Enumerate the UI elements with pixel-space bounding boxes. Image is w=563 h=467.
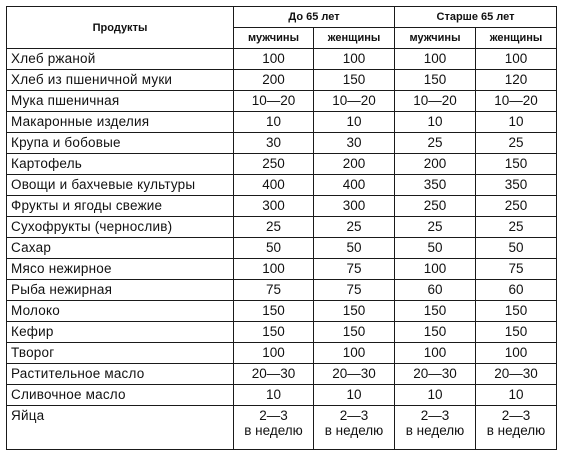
table-row bbox=[7, 154, 557, 175]
product-name: Фрукты и ягоды свежие bbox=[7, 196, 234, 217]
value-cell: 20—30 bbox=[395, 364, 476, 385]
value-cell: 100 bbox=[234, 49, 314, 70]
value-cell: 350 bbox=[476, 175, 557, 196]
value-cell: 150 bbox=[395, 70, 476, 91]
table-row-eggs bbox=[7, 406, 557, 450]
value-cell: 25 bbox=[476, 133, 557, 154]
header-group-under-65: До 65 лет bbox=[234, 7, 395, 28]
table-row bbox=[7, 70, 557, 91]
value-cell: 60 bbox=[476, 280, 557, 301]
value-cell: 30 bbox=[314, 133, 395, 154]
diet-table-container bbox=[6, 6, 557, 450]
value-cell: 10—20 bbox=[314, 91, 395, 112]
value-cell: 150 bbox=[314, 301, 395, 322]
value-cell: 75 bbox=[314, 280, 395, 301]
value-cell: 150 bbox=[234, 301, 314, 322]
value-cell: 250 bbox=[476, 196, 557, 217]
table-row bbox=[7, 112, 557, 133]
product-name: Сухофрукты (чернослив) bbox=[7, 217, 234, 238]
header-group-over-65: Старше 65 лет bbox=[395, 7, 557, 28]
table-row bbox=[7, 133, 557, 154]
value-cell: 25 bbox=[395, 133, 476, 154]
value-cell: 10 bbox=[314, 385, 395, 406]
table-row bbox=[7, 301, 557, 322]
product-name: Сахар bbox=[7, 238, 234, 259]
table-row bbox=[7, 280, 557, 301]
value-cell: 150 bbox=[314, 322, 395, 343]
value-cell: 50 bbox=[314, 238, 395, 259]
product-name: Макаронные изделия bbox=[7, 112, 234, 133]
table-row bbox=[7, 259, 557, 280]
value-cell bbox=[314, 406, 395, 450]
product-name: Кефир bbox=[7, 322, 234, 343]
value-cell: 25 bbox=[314, 217, 395, 238]
value-cell: 50 bbox=[234, 238, 314, 259]
value-cell: 100 bbox=[395, 259, 476, 280]
product-name: Сливочное масло bbox=[7, 385, 234, 406]
value-cell: 400 bbox=[314, 175, 395, 196]
value-cell: 200 bbox=[314, 154, 395, 175]
value-cell: 50 bbox=[476, 238, 557, 259]
product-name: Хлеб из пшеничной муки bbox=[7, 70, 234, 91]
product-name: Рыба нежирная bbox=[7, 280, 234, 301]
value-cell: 150 bbox=[476, 154, 557, 175]
value-cell bbox=[476, 406, 557, 450]
value-cell: 10 bbox=[314, 112, 395, 133]
value-cell: 400 bbox=[234, 175, 314, 196]
value-cell: 75 bbox=[234, 280, 314, 301]
value-cell: 10—20 bbox=[234, 91, 314, 112]
value-cell: 300 bbox=[314, 196, 395, 217]
value-cell: 300 bbox=[234, 196, 314, 217]
eggs-period: в неделю bbox=[405, 423, 465, 438]
value-cell: 20—30 bbox=[234, 364, 314, 385]
value-cell: 10 bbox=[476, 385, 557, 406]
value-cell: 10—20 bbox=[395, 91, 476, 112]
value-cell: 250 bbox=[234, 154, 314, 175]
table-row bbox=[7, 91, 557, 112]
table-row bbox=[7, 322, 557, 343]
value-cell: 25 bbox=[234, 217, 314, 238]
table-row bbox=[7, 238, 557, 259]
value-cell: 100 bbox=[476, 343, 557, 364]
product-name: Яйца bbox=[7, 406, 234, 450]
value-cell: 150 bbox=[476, 322, 557, 343]
diet-table bbox=[6, 6, 557, 450]
header-women-under-65: женщины bbox=[314, 28, 395, 49]
value-cell: 100 bbox=[314, 49, 395, 70]
table-row bbox=[7, 175, 557, 196]
product-name: Крупа и бобовые bbox=[7, 133, 234, 154]
header-men-under-65: мужчины bbox=[234, 28, 314, 49]
eggs-period: в неделю bbox=[244, 423, 303, 438]
value-cell: 250 bbox=[395, 196, 476, 217]
table-row bbox=[7, 364, 557, 385]
value-cell: 100 bbox=[476, 49, 557, 70]
value-cell bbox=[395, 406, 476, 450]
product-name: Молоко bbox=[7, 301, 234, 322]
product-name: Хлеб ржаной bbox=[7, 49, 234, 70]
value-cell: 20—30 bbox=[314, 364, 395, 385]
table-row bbox=[7, 49, 557, 70]
product-name: Творог bbox=[7, 343, 234, 364]
value-cell: 150 bbox=[476, 301, 557, 322]
value-cell: 75 bbox=[476, 259, 557, 280]
table-row bbox=[7, 217, 557, 238]
eggs-amount: 2—3 bbox=[339, 408, 369, 423]
product-name: Растительное масло bbox=[7, 364, 234, 385]
value-cell: 10—20 bbox=[476, 91, 557, 112]
header-women-over-65: женщины bbox=[476, 28, 557, 49]
value-cell: 100 bbox=[314, 343, 395, 364]
table-row bbox=[7, 196, 557, 217]
value-cell: 100 bbox=[234, 259, 314, 280]
value-cell: 350 bbox=[395, 175, 476, 196]
value-cell: 200 bbox=[234, 70, 314, 91]
eggs-amount: 2—3 bbox=[259, 408, 288, 423]
value-cell: 150 bbox=[395, 322, 476, 343]
value-cell: 10 bbox=[476, 112, 557, 133]
value-cell: 20—30 bbox=[476, 364, 557, 385]
value-cell: 60 bbox=[395, 280, 476, 301]
value-cell: 150 bbox=[395, 301, 476, 322]
value-cell: 100 bbox=[395, 49, 476, 70]
eggs-period: в неделю bbox=[324, 423, 384, 438]
value-cell: 25 bbox=[476, 217, 557, 238]
value-cell: 10 bbox=[234, 385, 314, 406]
value-cell: 200 bbox=[395, 154, 476, 175]
value-cell: 30 bbox=[234, 133, 314, 154]
value-cell: 75 bbox=[314, 259, 395, 280]
value-cell: 100 bbox=[395, 343, 476, 364]
value-cell: 100 bbox=[234, 343, 314, 364]
product-name: Мука пшеничная bbox=[7, 91, 234, 112]
value-cell: 50 bbox=[395, 238, 476, 259]
header-men-over-65: мужчины bbox=[395, 28, 476, 49]
product-name: Овощи и бахчевые культуры bbox=[7, 175, 234, 196]
product-name: Мясо нежирное bbox=[7, 259, 234, 280]
value-cell: 150 bbox=[314, 70, 395, 91]
table-row bbox=[7, 385, 557, 406]
value-cell: 120 bbox=[476, 70, 557, 91]
header-row-groups bbox=[7, 7, 557, 28]
value-cell: 150 bbox=[234, 322, 314, 343]
header-products: Продукты bbox=[7, 7, 234, 49]
value-cell: 25 bbox=[395, 217, 476, 238]
value-cell bbox=[234, 406, 314, 450]
value-cell: 10 bbox=[395, 385, 476, 406]
table-row bbox=[7, 343, 557, 364]
value-cell: 10 bbox=[234, 112, 314, 133]
product-name: Картофель bbox=[7, 154, 234, 175]
eggs-amount: 2—3 bbox=[501, 408, 531, 423]
eggs-amount: 2—3 bbox=[420, 408, 450, 423]
eggs-period: в неделю bbox=[486, 423, 546, 438]
value-cell: 10 bbox=[395, 112, 476, 133]
